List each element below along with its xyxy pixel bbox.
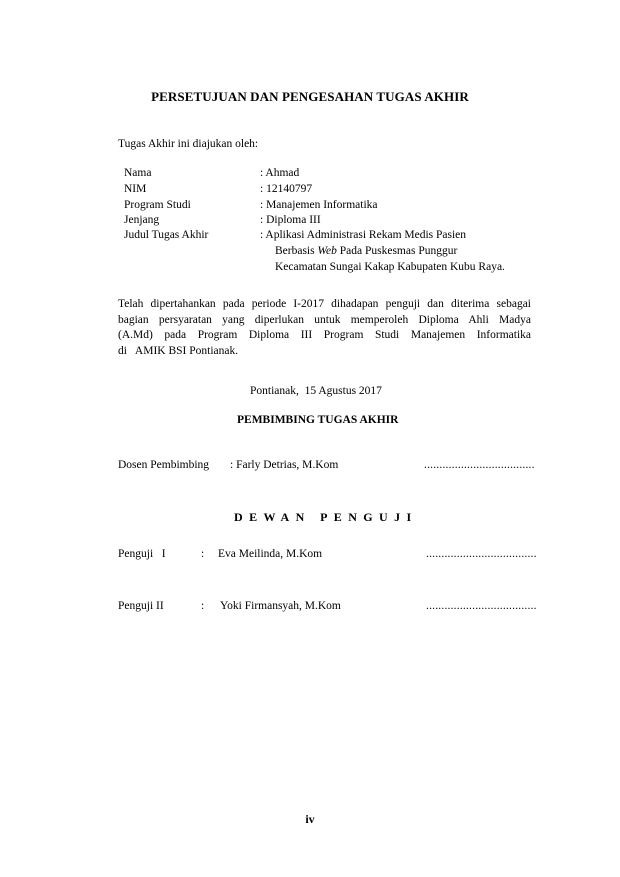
judul-label: Judul Tugas Akhir (124, 229, 209, 241)
judul-line-2-italic: Web (317, 245, 337, 257)
penguji-1-label: Penguji I (118, 548, 166, 560)
penguji-2-colon: : (201, 600, 205, 612)
nim-value: : 12140797 (260, 183, 313, 195)
jenjang-value: : Diploma III (260, 214, 321, 226)
penguji-2-name: Yoki Firmansyah, M.Kom (220, 600, 341, 612)
judul-line-1: : Aplikasi Administrasi Rekam Medis Pasien (260, 229, 467, 241)
dewan-heading: DEWAN PENGUJI (234, 510, 418, 524)
paragraph-line-1: Telah dipertahankan pada periode I-2017 dihadapan penguji dan diterima sebagai (118, 298, 531, 310)
judul-line-2-b: Pada Puskesmas Punggur (336, 245, 458, 257)
pembimbing-heading: PEMBIMBING TUGAS AKHIR (237, 414, 399, 426)
penguji-1-name: Eva Meilinda, M.Kom (218, 548, 323, 560)
judul-line-3: Kecamatan Sungai Kakap Kabupaten Kubu Raya. (275, 261, 505, 273)
paragraph-line-3: (A.Md) pada Program Diploma III Program Studi Manajemen Informatika (118, 329, 531, 341)
penguji-1-colon: : (201, 548, 205, 560)
penguji-2-label: Penguji II (118, 600, 164, 612)
intro-text: Tugas Akhir ini diajukan oleh: (118, 138, 259, 150)
nama-label: Nama (124, 167, 152, 179)
page-title: PERSETUJUAN DAN PENGESAHAN TUGAS AKHIR (151, 89, 469, 104)
nama-value: : Ahmad (260, 167, 300, 179)
pembimbing-signature-line: .................................... (424, 459, 535, 471)
page-number: iv (305, 812, 315, 826)
nim-label: NIM (124, 183, 147, 195)
pembimbing-value: : Farly Detrias, M.Kom (230, 459, 339, 471)
place-date: Pontianak, 15 Agustus 2017 (250, 385, 382, 397)
jenjang-label: Jenjang (124, 214, 160, 226)
prodi-value: : Manajemen Informatika (260, 199, 378, 211)
approval-paragraph (118, 297, 531, 359)
penguji-2-signature-line: .................................... (426, 600, 537, 612)
paragraph-line-4: di AMIK BSI Pontianak. (118, 344, 239, 357)
prodi-label: Program Studi (124, 199, 191, 211)
penguji-1-signature-line: .................................... (426, 548, 537, 560)
pembimbing-label: Dosen Pembimbing (118, 459, 210, 471)
judul-line-2-a: Berbasis (275, 245, 318, 257)
judul-line-2 (275, 245, 457, 257)
paragraph-line-2: bagian persyaratan yang diperlukan untuk memperoleh Diploma Ahli Madya (118, 313, 531, 326)
